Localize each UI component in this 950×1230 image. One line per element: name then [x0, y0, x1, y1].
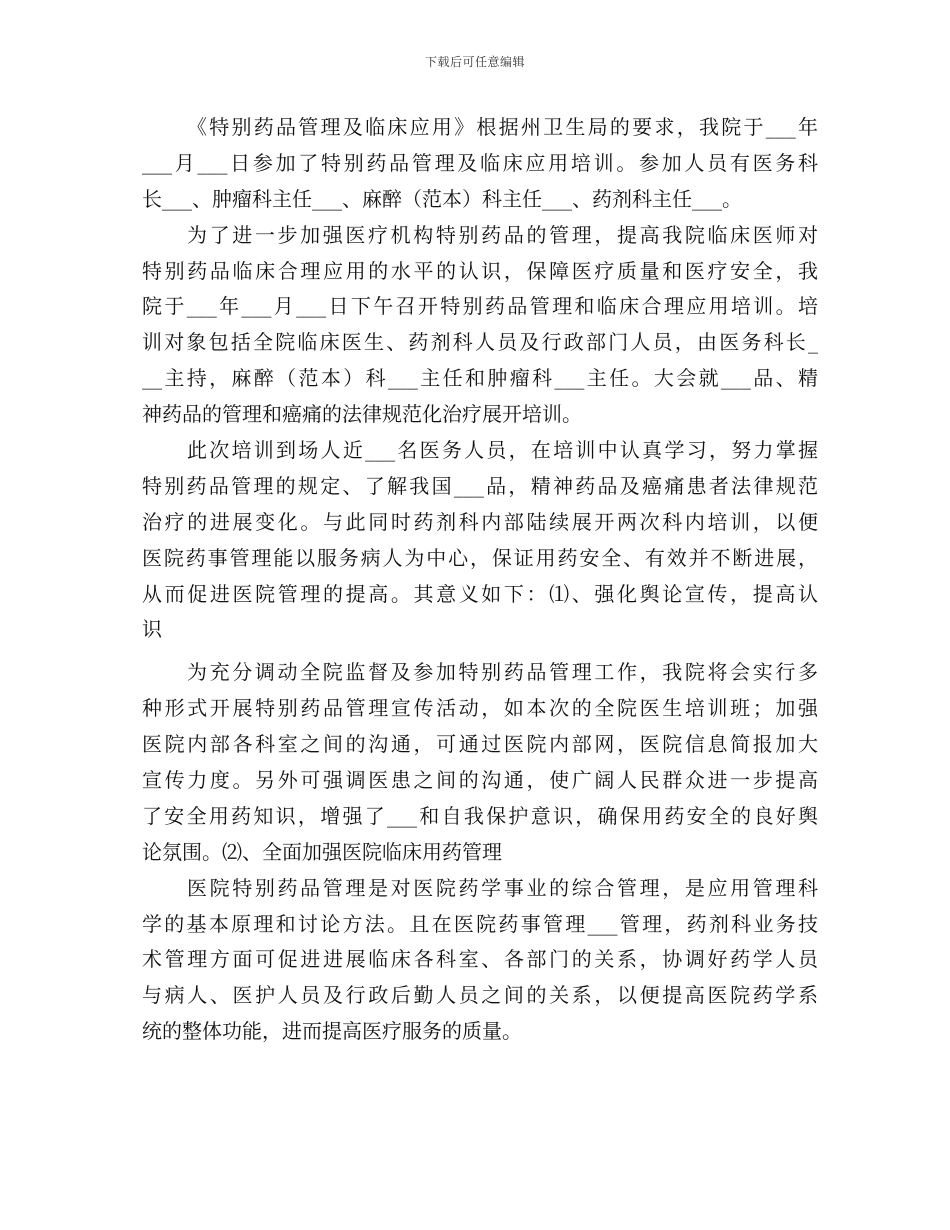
- text-line: 统的整体功能，进而提高医疗服务的质量。: [142, 1019, 522, 1044]
- text-line: 学的基本原理和讨论方法。且在医院药事管理___管理，药剂科业务技: [142, 911, 818, 936]
- text-line: 论氛围。⑵、全面加强医院临床用药管理: [142, 839, 502, 864]
- text-line: 治疗的进展变化。与此同时药剂科内部陆续展开两次科内培训，以便: [142, 509, 818, 534]
- text-line: 长___、肿瘤科主任___、麻醉（范本）科主任___、药剂科主任___。: [142, 186, 742, 211]
- text-line: 院于___年___月___日下午召开特别药品管理和临床合理应用培训。培: [142, 294, 818, 319]
- text-line: 医院内部各科室之间的沟通，可通过医院内部网，医院信息简报加大: [142, 732, 818, 757]
- text-line: 医院药事管理能以服务病人为中心，保证用药安全、有效并不断进展，: [142, 545, 818, 570]
- text-line: 特别药品临床合理应用的水平的认识，保障医疗质量和医疗安全，我: [142, 258, 818, 283]
- text-line: 宣传力度。另外可强调医患之间的沟通，使广阔人民群众进一步提高: [142, 768, 818, 793]
- text-line: 为了进一步加强医疗机构特别药品的管理，提高我院临床医师对: [187, 222, 818, 247]
- document-body: [142, 110, 818, 1050]
- paragraph-gap: [142, 648, 818, 655]
- header-note: 下载后可任意编辑: [424, 55, 525, 69]
- text-line: 为充分调动全院监督及参加特别药品管理工作，我院将会实行多: [187, 660, 818, 685]
- text-line: 此次培训到场人近___名医务人员，在培训中认真学习，努力掌握: [187, 438, 818, 463]
- text-line: 识: [142, 617, 162, 642]
- text-line: 了安全用药知识，增强了___和自我保护意识，确保用药安全的良好舆: [142, 803, 818, 828]
- text-line: 特别药品管理的规定、了解我国___品，精神药品及癌痛患者法律规范: [142, 473, 818, 498]
- text-line: 与病人、医护人员及行政后勤人员之间的关系，以便提高医院药学系: [142, 983, 818, 1008]
- text-line: 神药品的管理和癌痛的法律规范化治疗展开培训。: [142, 402, 582, 427]
- text-line: 种形式开展特别药品管理宣传活动，如本次的全院医生培训班；加强: [142, 696, 818, 721]
- text-line: 训对象包括全院临床医生、药剂科人员及行政部门人员，由医务科长_: [142, 330, 818, 355]
- text-line: 术管理方面可促进进展临床各科室、各部门的关系，协调好药学人员: [142, 947, 818, 972]
- text-line: 从而促进医院管理的提高。其意义如下：⑴、强化舆论宣传，提高认: [142, 581, 818, 606]
- text-line: __主持，麻醉（范本）科___主任和肿瘤科___主任。大会就___品、精: [142, 366, 818, 391]
- text-line: 《特别药品管理及临床应用》根据州卫生局的要求，我院于___年: [187, 115, 818, 139]
- text-line: 医院特别药品管理是对医院药学事业的综合管理，是应用管理科: [187, 875, 818, 900]
- text-line: ___月___日参加了特别药品管理及临床应用培训。参加人员有医务科: [142, 150, 818, 175]
